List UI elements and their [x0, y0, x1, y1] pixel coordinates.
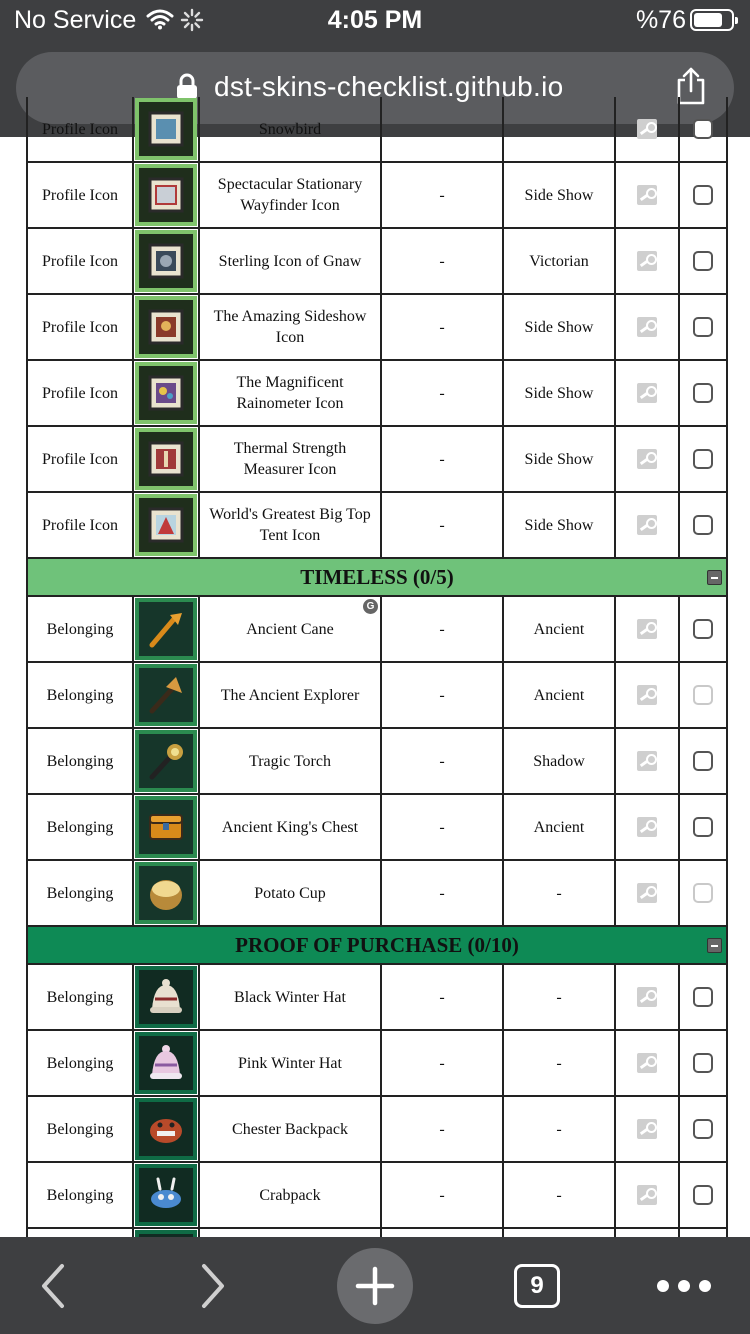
steam-cell	[616, 163, 680, 227]
icon-cell	[134, 1163, 200, 1227]
table-row	[26, 97, 728, 163]
owned-checkbox[interactable]	[693, 515, 713, 535]
owned-checkbox[interactable]	[693, 317, 713, 337]
type-cell: Belonging	[28, 1097, 134, 1161]
crabpack-thumbnail	[135, 1164, 197, 1226]
steam-cell	[616, 493, 680, 557]
dash-cell: -	[382, 729, 504, 793]
type-cell: Profile Icon	[28, 163, 134, 227]
dash-cell: -	[382, 1097, 504, 1161]
steam-icon[interactable]	[637, 1053, 657, 1073]
steam-cell	[616, 97, 680, 161]
name-cell	[200, 597, 382, 661]
name-cell: Pink Winter Hat	[200, 1031, 382, 1095]
table-row	[26, 163, 728, 229]
icon-cell	[134, 97, 200, 161]
type-cell: Belonging	[28, 965, 134, 1029]
collection-cell: -	[504, 1163, 616, 1227]
table-row	[26, 663, 728, 729]
type-cell: Profile Icon	[28, 361, 134, 425]
type-cell: Belonging	[28, 861, 134, 925]
icon-cell	[134, 361, 200, 425]
icon-cell	[134, 729, 200, 793]
type-cell: Belonging	[28, 795, 134, 859]
icon-cell	[134, 163, 200, 227]
dash-cell: -	[382, 597, 504, 661]
profile-icon-thumbnail	[135, 296, 197, 358]
browser-toolbar	[0, 1237, 750, 1334]
tragic-torch-thumbnail	[135, 730, 197, 792]
owned-checkbox[interactable]	[693, 751, 713, 771]
owned-checkbox[interactable]	[693, 383, 713, 403]
table-row	[26, 965, 728, 1031]
forward-button[interactable]	[178, 1237, 248, 1334]
table-row	[26, 597, 728, 663]
steam-cell	[616, 663, 680, 727]
profile-icon-thumbnail	[135, 362, 197, 424]
owned-checkbox[interactable]	[693, 119, 713, 139]
table-row	[26, 1097, 728, 1163]
type-cell: Belonging	[28, 1163, 134, 1227]
profile-icon-thumbnail	[135, 428, 197, 490]
steam-icon[interactable]	[637, 185, 657, 205]
section-header-timeless[interactable]	[26, 559, 728, 597]
page-content	[0, 120, 750, 1237]
profile-icon-thumbnail	[135, 164, 197, 226]
battery-percentage: %76	[635, 6, 686, 34]
owned-cell	[680, 229, 726, 293]
collection-cell: -	[504, 965, 616, 1029]
name-cell: Potato Cup	[200, 861, 382, 925]
name-cell: The Ancient Explorer	[200, 663, 382, 727]
dash-cell: -	[382, 229, 504, 293]
table-row	[26, 795, 728, 861]
type-cell: Profile Icon	[28, 493, 134, 557]
dash-cell: -	[382, 427, 504, 491]
icon-cell	[134, 427, 200, 491]
steam-cell	[616, 597, 680, 661]
table-row	[26, 493, 728, 559]
steam-icon[interactable]	[637, 817, 657, 837]
owned-cell	[680, 965, 726, 1029]
name-cell: Sterling Icon of Gnaw	[200, 229, 382, 293]
owned-checkbox[interactable]	[693, 619, 713, 639]
steam-cell	[616, 295, 680, 359]
steam-icon[interactable]	[637, 987, 657, 1007]
name-cell: Snowbird	[200, 97, 382, 161]
icon-cell	[134, 861, 200, 925]
table-row	[26, 729, 728, 795]
collection-cell: Side Show	[504, 295, 616, 359]
owned-cell	[680, 1031, 726, 1095]
collection-cell: -	[504, 1097, 616, 1161]
table-row	[26, 361, 728, 427]
collection-cell: Victorian	[504, 229, 616, 293]
name-cell: Spectacular Stationary Wayfinder Icon	[200, 163, 382, 227]
steam-icon[interactable]	[637, 449, 657, 469]
g-badge: G	[363, 599, 378, 614]
dash-cell: -	[382, 965, 504, 1029]
dash-cell: -	[382, 861, 504, 925]
ancient-cane-thumbnail	[135, 598, 197, 660]
steam-icon[interactable]	[637, 515, 657, 535]
steam-cell	[616, 427, 680, 491]
dash-cell	[382, 97, 504, 161]
owned-cell	[680, 1163, 726, 1227]
name-cell: Crabpack	[200, 1163, 382, 1227]
steam-icon[interactable]	[637, 251, 657, 271]
collection-cell: Side Show	[504, 163, 616, 227]
dash-cell: -	[382, 295, 504, 359]
ancient-kings-chest-thumbnail	[135, 796, 197, 858]
collection-cell: Ancient	[504, 663, 616, 727]
icon-cell	[134, 965, 200, 1029]
type-cell: Profile Icon	[28, 427, 134, 491]
table-row	[26, 229, 728, 295]
name-cell: The Amazing Sideshow Icon	[200, 295, 382, 359]
steam-cell	[616, 729, 680, 793]
owned-cell	[680, 795, 726, 859]
table-row	[26, 1031, 728, 1097]
dash-cell: -	[382, 493, 504, 557]
tab-count: 9	[514, 1264, 560, 1308]
steam-icon[interactable]	[637, 685, 657, 705]
icon-cell	[134, 1031, 200, 1095]
icon-cell	[134, 493, 200, 557]
type-cell: Belonging	[28, 729, 134, 793]
owned-cell	[680, 97, 726, 161]
type-cell: Profile Icon	[28, 295, 134, 359]
steam-cell	[616, 1031, 680, 1095]
section-title: TIMELESS (0/5)	[300, 564, 454, 589]
steam-cell	[616, 965, 680, 1029]
steam-icon[interactable]	[637, 119, 657, 139]
owned-checkbox[interactable]	[693, 1185, 713, 1205]
more-dots-icon	[656, 1279, 712, 1293]
owned-cell	[680, 163, 726, 227]
type-cell: Belonging	[28, 1031, 134, 1095]
collection-cell: Ancient	[504, 795, 616, 859]
ancient-explorer-thumbnail	[135, 664, 197, 726]
owned-cell	[680, 1097, 726, 1161]
steam-icon[interactable]	[637, 883, 657, 903]
owned-checkbox[interactable]	[693, 185, 713, 205]
type-cell: Belonging	[28, 663, 134, 727]
black-winter-hat-thumbnail	[135, 966, 197, 1028]
profile-icon-thumbnail	[135, 494, 197, 556]
steam-cell	[616, 861, 680, 925]
icon-cell	[134, 795, 200, 859]
collapse-icon[interactable]	[707, 938, 722, 953]
owned-cell	[680, 861, 726, 925]
collection-cell: Ancient	[504, 597, 616, 661]
skins-table	[26, 97, 728, 1295]
collection-cell: Side Show	[504, 361, 616, 425]
icon-cell	[134, 597, 200, 661]
steam-cell	[616, 1097, 680, 1161]
type-cell: Profile Icon	[28, 229, 134, 293]
owned-cell	[680, 663, 726, 727]
name-cell: Thermal Strength Measurer Icon	[200, 427, 382, 491]
battery-icon	[690, 9, 734, 31]
collection-cell: Shadow	[504, 729, 616, 793]
chevron-right-icon	[198, 1262, 228, 1310]
icon-cell	[134, 1097, 200, 1161]
collection-cell: -	[504, 1031, 616, 1095]
dash-cell: -	[382, 795, 504, 859]
name-cell: Tragic Torch	[200, 729, 382, 793]
steam-icon[interactable]	[637, 619, 657, 639]
section-header-proof-of-purchase[interactable]	[26, 927, 728, 965]
steam-icon[interactable]	[637, 1185, 657, 1205]
owned-checkbox[interactable]	[693, 1053, 713, 1073]
steam-cell	[616, 1163, 680, 1227]
dash-cell: -	[382, 1031, 504, 1095]
type-cell: Belonging	[28, 597, 134, 661]
name-cell: Black Winter Hat	[200, 965, 382, 1029]
icon-cell	[134, 229, 200, 293]
potato-cup-thumbnail	[135, 862, 197, 924]
steam-cell	[616, 795, 680, 859]
dash-cell: -	[382, 361, 504, 425]
steam-icon[interactable]	[637, 317, 657, 337]
collection-cell: Side Show	[504, 427, 616, 491]
name-cell: Ancient King's Chest	[200, 795, 382, 859]
owned-cell	[680, 295, 726, 359]
dash-cell: -	[382, 163, 504, 227]
owned-checkbox[interactable]	[693, 449, 713, 469]
status-bar	[0, 0, 750, 42]
pink-winter-hat-thumbnail	[135, 1032, 197, 1094]
dash-cell: -	[382, 663, 504, 727]
plus-icon	[355, 1266, 395, 1306]
name-cell: World's Greatest Big Top Tent Icon	[200, 493, 382, 557]
icon-cell	[134, 663, 200, 727]
owned-checkbox[interactable]	[693, 1119, 713, 1139]
clock: 4:05 PM	[327, 6, 423, 34]
steam-cell	[616, 229, 680, 293]
chester-backpack-thumbnail	[135, 1098, 197, 1160]
profile-icon-thumbnail	[135, 230, 197, 292]
profile-icon-thumbnail	[135, 98, 197, 160]
owned-checkbox[interactable]	[693, 251, 713, 271]
url-text[interactable]: dst-skins-checklist.github.io	[214, 71, 564, 102]
new-tab-button[interactable]	[336, 1237, 414, 1334]
table-row	[26, 427, 728, 493]
collection-cell: -	[504, 861, 616, 925]
tabs-button[interactable]	[502, 1237, 572, 1334]
icon-cell	[134, 295, 200, 359]
owned-checkbox[interactable]	[693, 987, 713, 1007]
table-row	[26, 861, 728, 927]
more-button[interactable]	[646, 1237, 722, 1334]
table-row	[26, 1163, 728, 1229]
collapse-icon[interactable]	[707, 570, 722, 585]
carrier-label: No Service	[14, 6, 137, 34]
steam-icon[interactable]	[637, 1119, 657, 1139]
steam-cell	[616, 361, 680, 425]
table-row	[26, 295, 728, 361]
collection-cell	[504, 97, 616, 161]
section-title: PROOF OF PURCHASE (0/10)	[235, 932, 519, 957]
owned-cell	[680, 361, 726, 425]
owned-cell	[680, 493, 726, 557]
type-cell: Profile Icon	[28, 97, 134, 161]
dash-cell: -	[382, 1163, 504, 1227]
owned-checkbox[interactable]	[693, 685, 713, 705]
owned-cell	[680, 729, 726, 793]
name-cell: Chester Backpack	[200, 1097, 382, 1161]
steam-icon[interactable]	[637, 751, 657, 771]
name-cell: The Magnificent Rainometer Icon	[200, 361, 382, 425]
steam-icon[interactable]	[637, 383, 657, 403]
chevron-left-icon	[38, 1262, 68, 1310]
item-name: Ancient Cane	[246, 620, 334, 638]
owned-checkbox[interactable]	[693, 883, 713, 903]
owned-cell	[680, 427, 726, 491]
owned-checkbox[interactable]	[693, 817, 713, 837]
owned-cell	[680, 597, 726, 661]
collection-cell: Side Show	[504, 493, 616, 557]
back-button[interactable]	[18, 1237, 88, 1334]
